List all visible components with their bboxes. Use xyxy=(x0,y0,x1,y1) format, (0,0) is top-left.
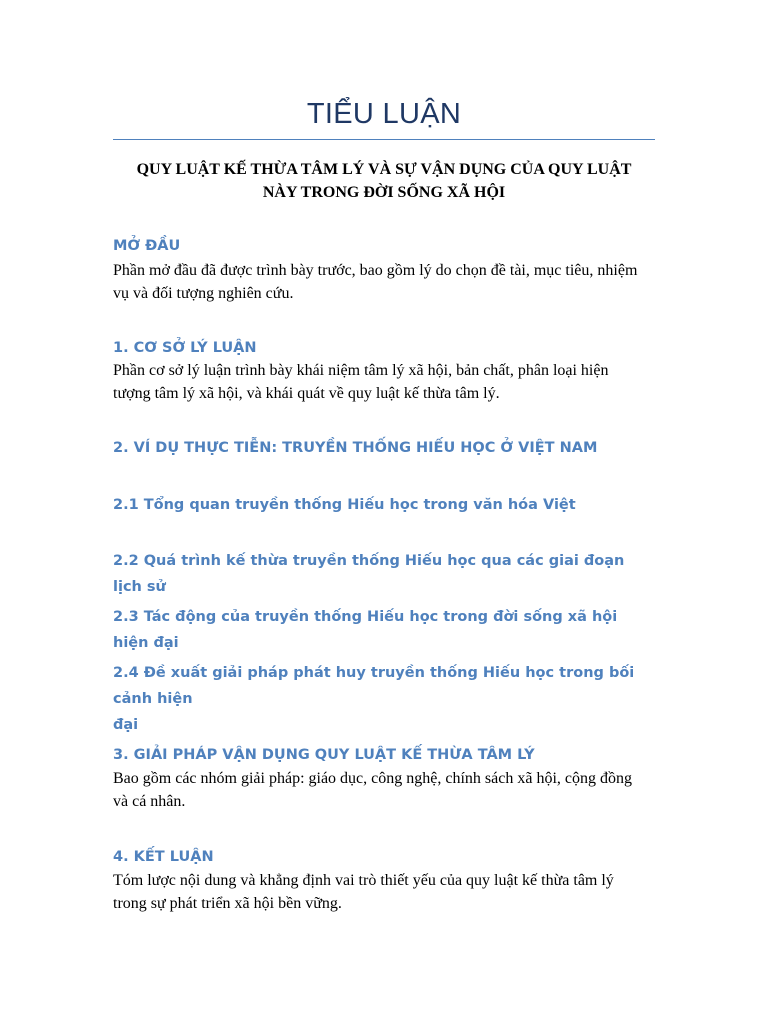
subtitle-line-2: NÀY TRONG ĐỜI SỐNG XÃ HỘI xyxy=(262,184,506,201)
heading-section-2-2: 2.2 Quá trình kế thừa truyền thống Hiếu học qua các giai đoạn lịch sử xyxy=(113,553,625,595)
heading-section-4: 4. KẾT LUẬN xyxy=(113,849,214,865)
paragraph-intro-line-1: Phần mở đầu đã được trình bày trước, bao gồm lý do chọn đề tài, mục tiêu, nhiệm xyxy=(113,262,638,279)
paragraph-section-3 xyxy=(113,767,655,813)
paragraph-section-3-line-1: Bao gồm các nhóm giải pháp: giáo dục, công nghệ, chính sách xã hội, cộng đồng xyxy=(113,770,632,787)
paragraph-intro-line-2: vụ và đối tượng nghiên cứu. xyxy=(113,285,294,302)
paragraph-section-1-line-1: Phần cơ sở lý luận trình bày khái niệm tâm lý xã hội, bản chất, phân loại hiện xyxy=(113,362,609,379)
paragraph-section-4-line-1: Tóm lược nội dung và khẳng định vai trò thiết yếu của quy luật kế thừa tâm lý xyxy=(113,872,614,889)
heading-section-2-1: 2.1 Tổng quan truyền thống Hiếu học trong văn hóa Việt xyxy=(113,497,576,513)
heading-section-3: 3. GIẢI PHÁP VẬN DỤNG QUY LUẬT KẾ THỪA TÂM LÝ xyxy=(113,747,535,763)
heading-section-1: 1. CƠ SỞ LÝ LUẬN xyxy=(113,340,257,356)
document-subtitle xyxy=(113,158,655,204)
heading-section-2: 2. VÍ DỤ THỰC TIỄN: TRUYỀN THỐNG HIẾU HỌC Ở VIỆT NAM xyxy=(113,440,598,456)
paragraph-section-4-line-2: trong sự phát triển xã hội bền vững. xyxy=(113,895,342,912)
paragraph-section-3-line-2: và cá nhân. xyxy=(113,793,186,810)
heading-section-2-4-line-1: 2.4 Đề xuất giải pháp phát huy truyền thống Hiếu học trong bối cảnh hiện xyxy=(113,665,635,707)
title-divider xyxy=(113,139,655,140)
paragraph-intro xyxy=(113,259,655,305)
paragraph-section-4 xyxy=(113,869,655,915)
paragraph-section-1 xyxy=(113,359,655,405)
document-title: TIỂU LUẬN xyxy=(306,98,462,130)
heading-intro: MỞ ĐẦU xyxy=(113,238,181,254)
heading-section-2-4 xyxy=(113,660,655,738)
heading-section-2-4-line-2: đại xyxy=(113,717,139,733)
heading-section-2-3: 2.3 Tác động của truyền thống Hiếu học trong đời sống xã hội hiện đại xyxy=(113,609,618,651)
subtitle-line-1: QUY LUẬT KẾ THỪA TÂM LÝ VÀ SỰ VẬN DỤNG CỦA QUY LUẬT xyxy=(136,161,632,178)
paragraph-section-1-line-2: tượng tâm lý xã hội, và khái quát về quy luật kế thừa tâm lý. xyxy=(113,385,500,402)
